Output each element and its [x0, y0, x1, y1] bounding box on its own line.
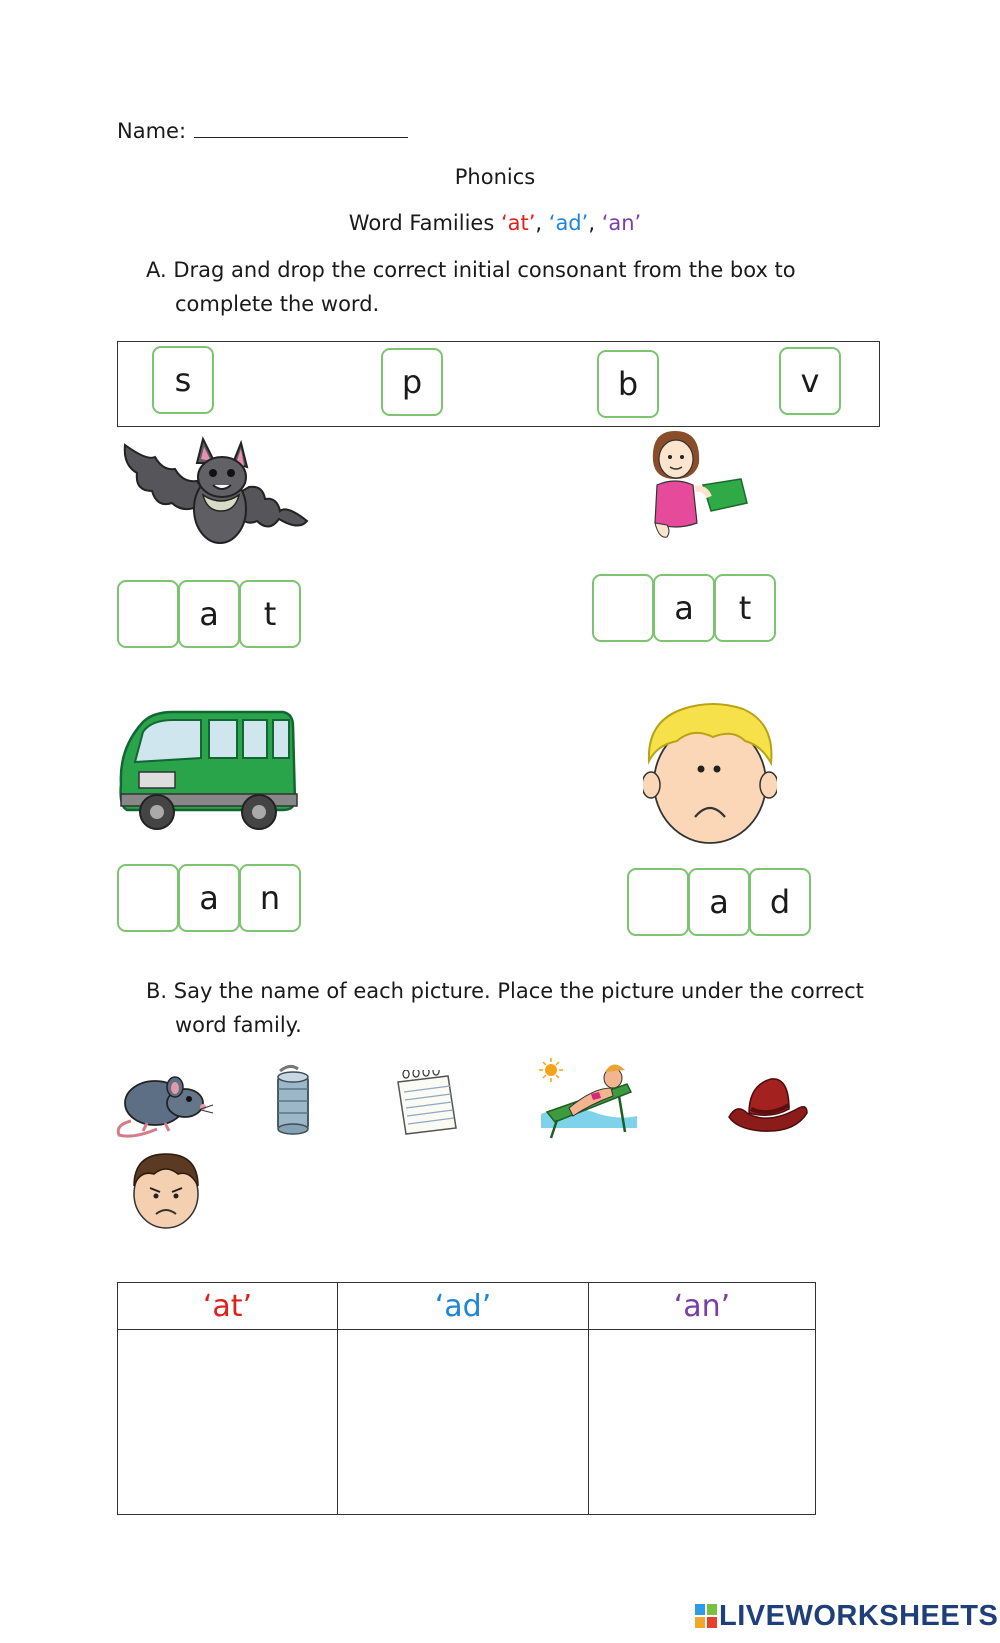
name-blank-line [194, 119, 408, 138]
word-letter: a [688, 868, 750, 936]
family-at-label: ‘at’ [500, 211, 536, 235]
section-a-instruction-1: A. Drag and drop the correct initial consonant from the box to [146, 258, 796, 282]
can-icon[interactable] [272, 1063, 314, 1135]
word-family-table [117, 1282, 816, 1515]
mad-face-icon[interactable] [128, 1150, 204, 1230]
letter-bank [117, 341, 880, 427]
liveworksheets-logo-icon [695, 1604, 717, 1628]
page-title: Phonics [454, 165, 536, 189]
van-icon [113, 702, 303, 842]
bat-icon [117, 433, 315, 553]
section-a-instruction-2: complete the word. [175, 292, 380, 316]
brand-name: LIVEWORKSHEETS [719, 1600, 999, 1632]
letter-tile-p[interactable]: p [381, 348, 443, 416]
letter-tile-s[interactable]: s [152, 346, 214, 414]
drop-slot[interactable] [117, 580, 179, 648]
column-header-an: ‘an’ [589, 1283, 816, 1330]
tan-icon[interactable] [539, 1058, 639, 1142]
column-header-ad: ‘ad’ [338, 1283, 589, 1330]
word-letter: a [178, 864, 240, 932]
word-letter: n [239, 864, 301, 932]
section-b-instruction-1: B. Say the name of each picture. Place the picture under the correct [146, 979, 864, 1003]
drop-slot[interactable] [627, 868, 689, 936]
family-ad-label: ‘ad’ [548, 211, 589, 235]
separator: , [535, 211, 549, 235]
hat-icon[interactable] [727, 1073, 809, 1135]
column-header-at: ‘at’ [118, 1283, 338, 1330]
drop-zone-ad[interactable] [338, 1330, 589, 1515]
sad-boy-icon [643, 699, 777, 849]
letter-tile-b[interactable]: b [597, 350, 659, 418]
brand-watermark [695, 1600, 998, 1633]
name-label: Name: [117, 119, 187, 143]
page-subtitle [0, 211, 990, 235]
drop-zone-at[interactable] [118, 1330, 338, 1515]
word-letter: t [714, 574, 776, 642]
word-letter: a [653, 574, 715, 642]
word-letter: t [239, 580, 301, 648]
drop-slot[interactable] [117, 864, 179, 932]
girl-with-mat-icon [645, 427, 757, 541]
word-letter: a [178, 580, 240, 648]
letter-tile-v[interactable]: v [779, 347, 841, 415]
name-field [117, 119, 408, 143]
rat-icon[interactable] [113, 1063, 215, 1139]
separator: , [588, 211, 602, 235]
pad-icon[interactable] [392, 1070, 462, 1140]
word-letter: d [749, 868, 811, 936]
drop-slot[interactable] [592, 574, 654, 642]
section-b-instruction-2: word family. [175, 1013, 302, 1037]
families-prefix: Word Families [348, 211, 501, 235]
drop-zone-an[interactable] [589, 1330, 816, 1515]
family-an-label: ‘an’ [601, 211, 642, 235]
